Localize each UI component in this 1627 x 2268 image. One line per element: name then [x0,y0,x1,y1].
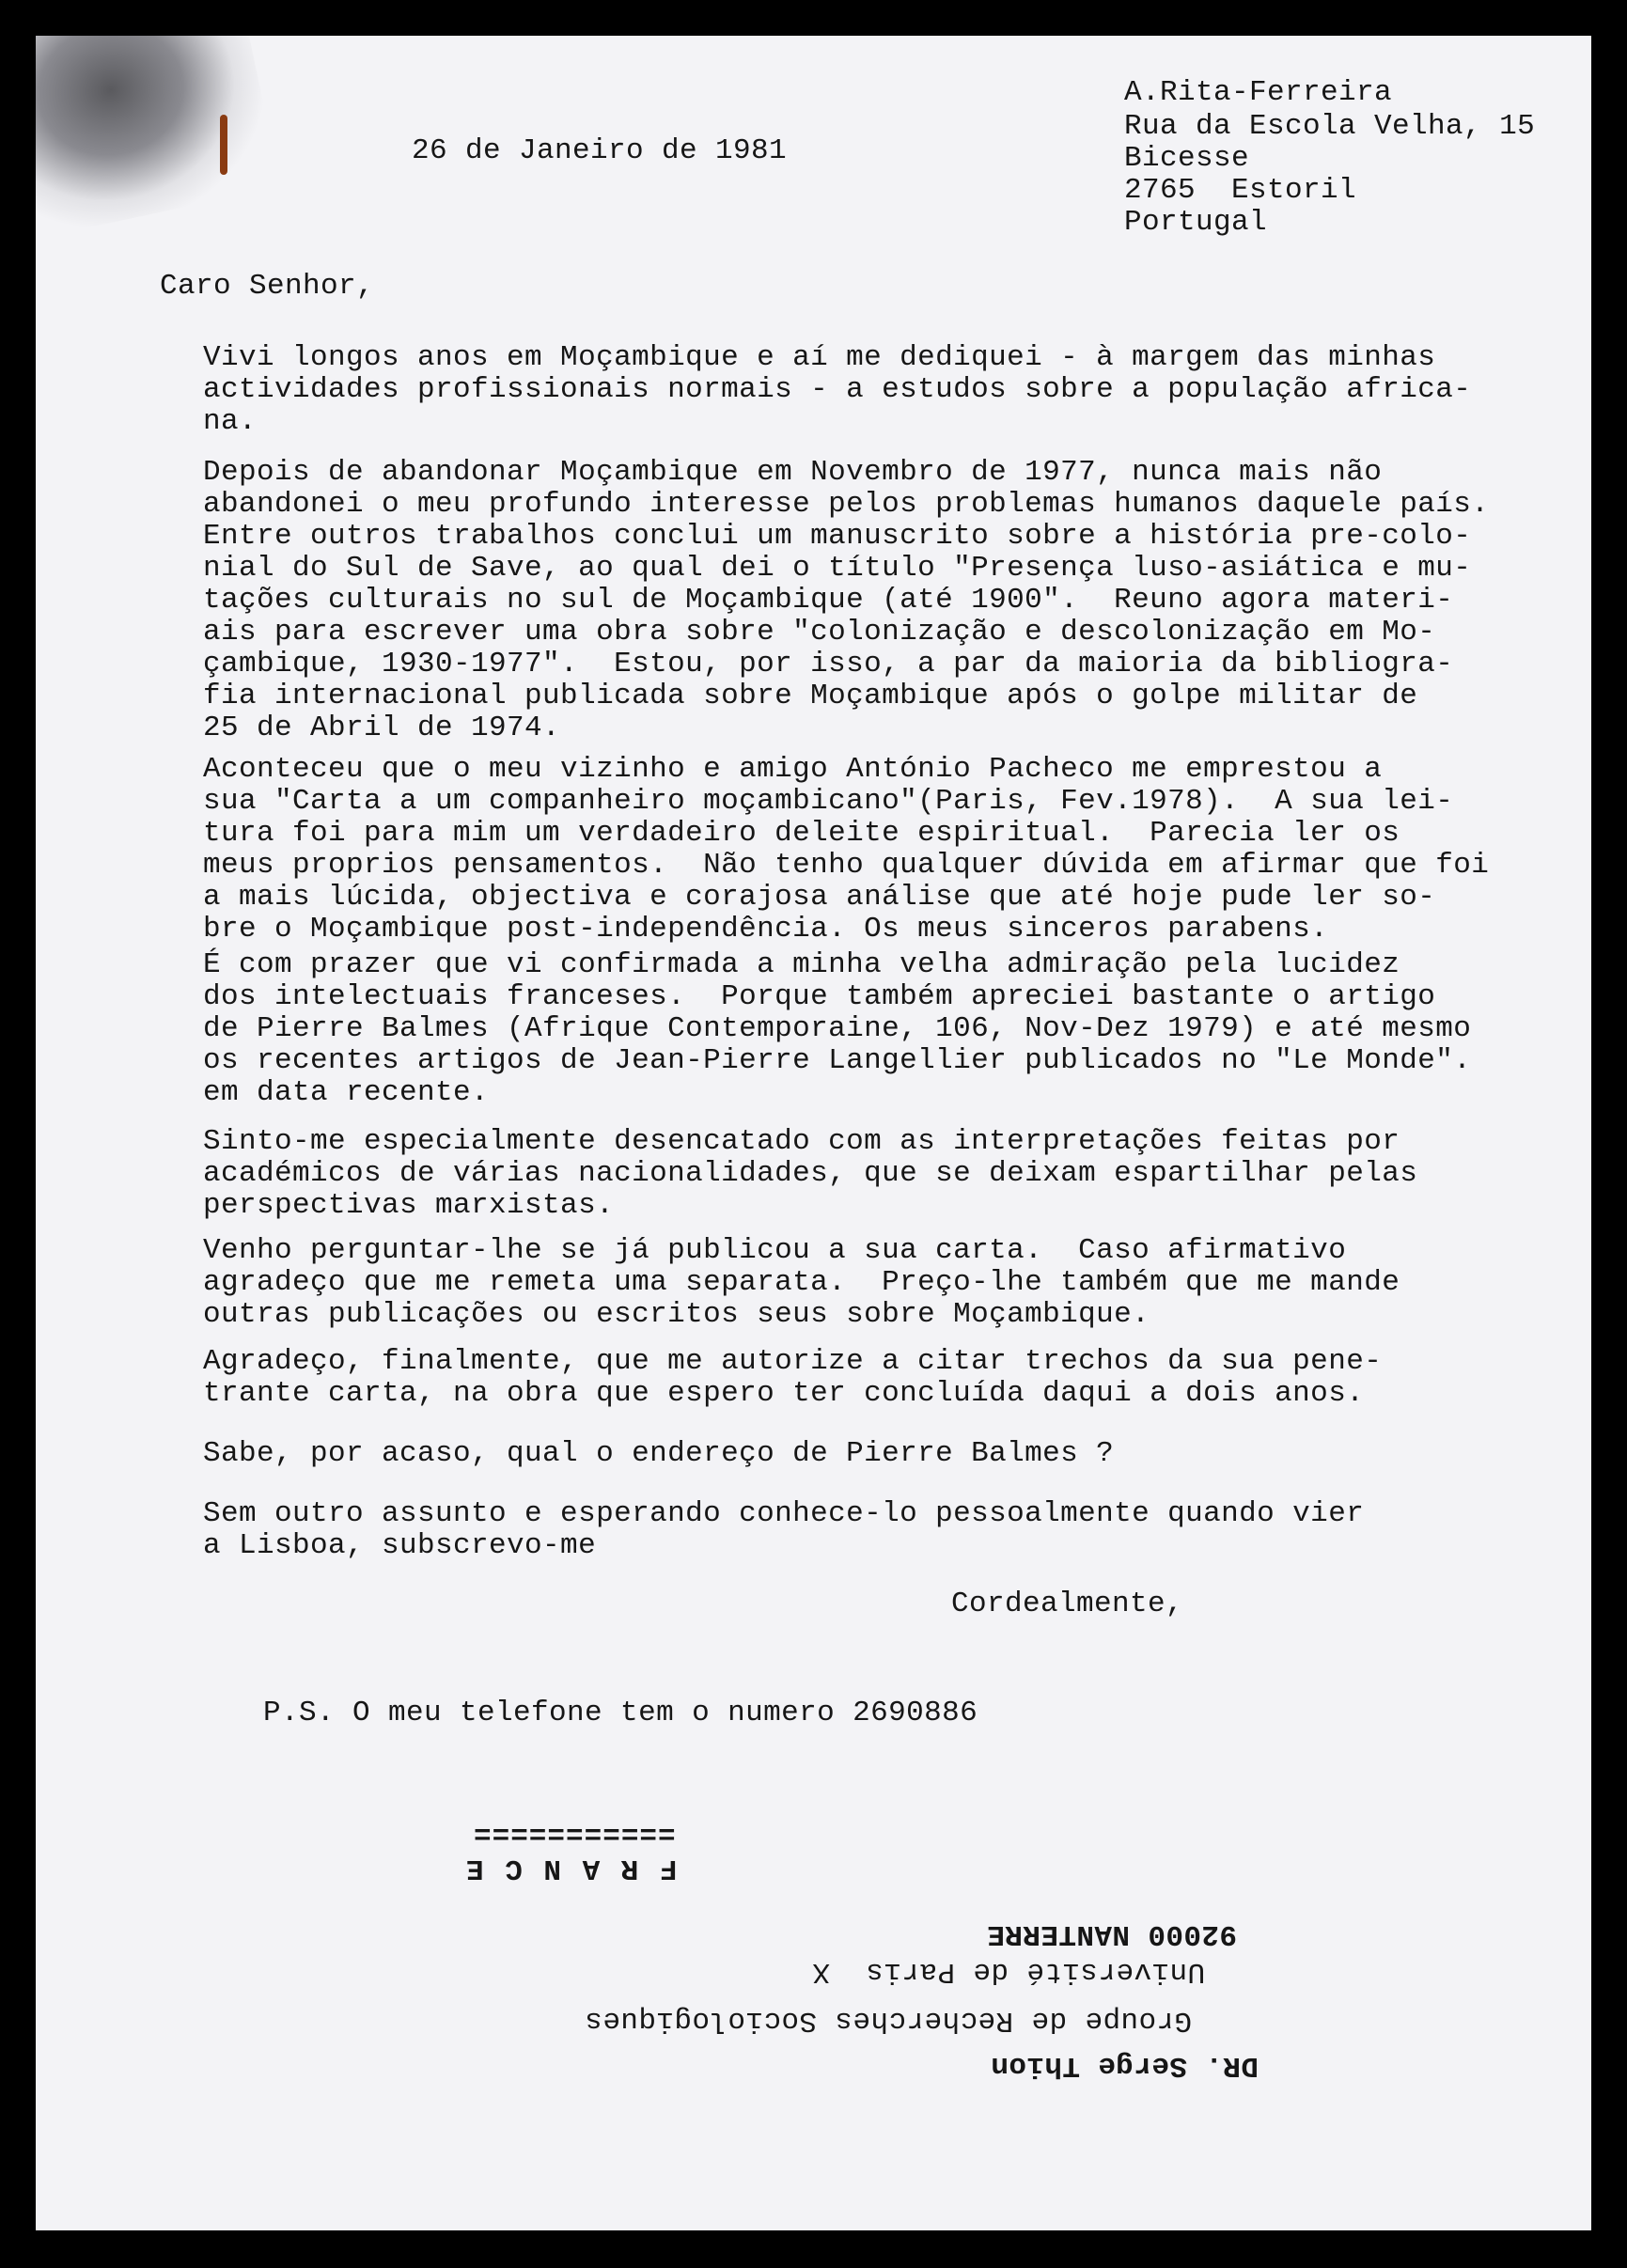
paragraph-2: Depois de abandonar Moçambique em Novembro de 1977, nunca mais não abandonei o meu profundo interesse pelos problemas humanos daquele país. Entre outros trabalhos conclui um manuscrito sobre a história pre-colo- nial do Sul de Save, ao qual dei o título "Presença luso-asiática e mu- tações culturais no sul de Moçambique (até 1900". Reuno agora materi- ais para escrever uma obra sobre "colonização e descolonização em Mo- çambique, 1930-1977". Estou, por isso, a par da maioria da bibliogra- fia internacional publicada sobre Moçambique após o golpe militar de 25 de Abril de 1974. [203,456,1490,744]
paragraph-5: Sinto-me especialmente desencatado com as interpretações feitas por académicos de várias nacionalidades, que se deixam espartilhar pelas perspectivas marxistas. [203,1125,1418,1222]
paragraph-8: Sabe, por acaso, qual o endereço de Pierre Balmes ? [203,1437,1115,1470]
recipient-postal: 92000 NANTERRE [987,1917,1238,1950]
sender-street: Rua da Escola Velha, 15 [1124,110,1536,143]
paragraph-7: Agradeço, finalmente, que me autorize a citar trechos da sua pene- trante carta, na obra que espero ter concluída daqui a dois anos. [203,1345,1383,1410]
sender-name: A.Rita-Ferreira [1124,76,1393,109]
closing: Cordealmente, [951,1588,1184,1620]
letter-sheet [36,36,1591,2230]
recipient-institution: Groupe de Recherches Sociologiques [585,2004,1193,2037]
paragraph-4: É com prazer que vi confirmada a minha velha admiração pela lucidez dos intelectuais franceses. Porque também apreciei bastante o artigo de Pierre Balmes (Afrique Contemporaine, 106, Nov-Dez 1979) e até mesmo os recentes artigos de Jean-Pierre Langellier publicados no "Le Monde". em data recente. [203,948,1472,1109]
paragraph-9: Sem outro assunto e esperando conhece-lo pessoalmente quando vier a Lisboa, subscrevo-me [203,1497,1365,1562]
rust-stain [220,115,227,175]
paragraph-1: Vivi longos anos em Moçambique e aí me dediquei - à margem das minhas actividades profissionais normais - a estudos sobre a população africa- na. [203,341,1472,438]
sender-country: Portugal [1124,206,1268,239]
letter-date: 26 de Janeiro de 1981 [412,134,788,167]
postscript: P.S. O meu telefone tem o numero 2690886 [263,1697,978,1729]
sender-locality: Bicesse [1124,142,1250,175]
recipient-name: DR. Serge Thion [991,2049,1259,2082]
ink-smudge [36,36,281,238]
recipient-university: Université de Paris X [812,1955,1206,1988]
paragraph-6: Venho perguntar-lhe se já publicou a sua carta. Caso afirmativo agradeço que me remeta uma separata. Preço-lhe também que me mande outras publicações ou escritos seus sobre Moçambique. [203,1234,1400,1331]
address-rule: =========== [474,1821,677,1854]
sender-postal: 2765 Estoril [1124,174,1357,207]
recipient-country: F R A N C E [464,1852,678,1885]
salutation: Caro Senhor, [160,270,375,303]
paragraph-3: Aconteceu que o meu vizinho e amigo António Pacheco me emprestou a sua "Carta a um companheiro moçambicano"(Paris, Fev.1978). A sua lei- tura foi para mim um verdadeiro deleite espiritual. Parecia ler os meus proprios pensamentos. Não tenho qualquer dúvida em afirmar que foi a mais lúcida, objectiva e corajosa análise que até hoje pude ler so- bre o Moçambique post-independência. Os meus sinceros parabens. [203,753,1490,946]
